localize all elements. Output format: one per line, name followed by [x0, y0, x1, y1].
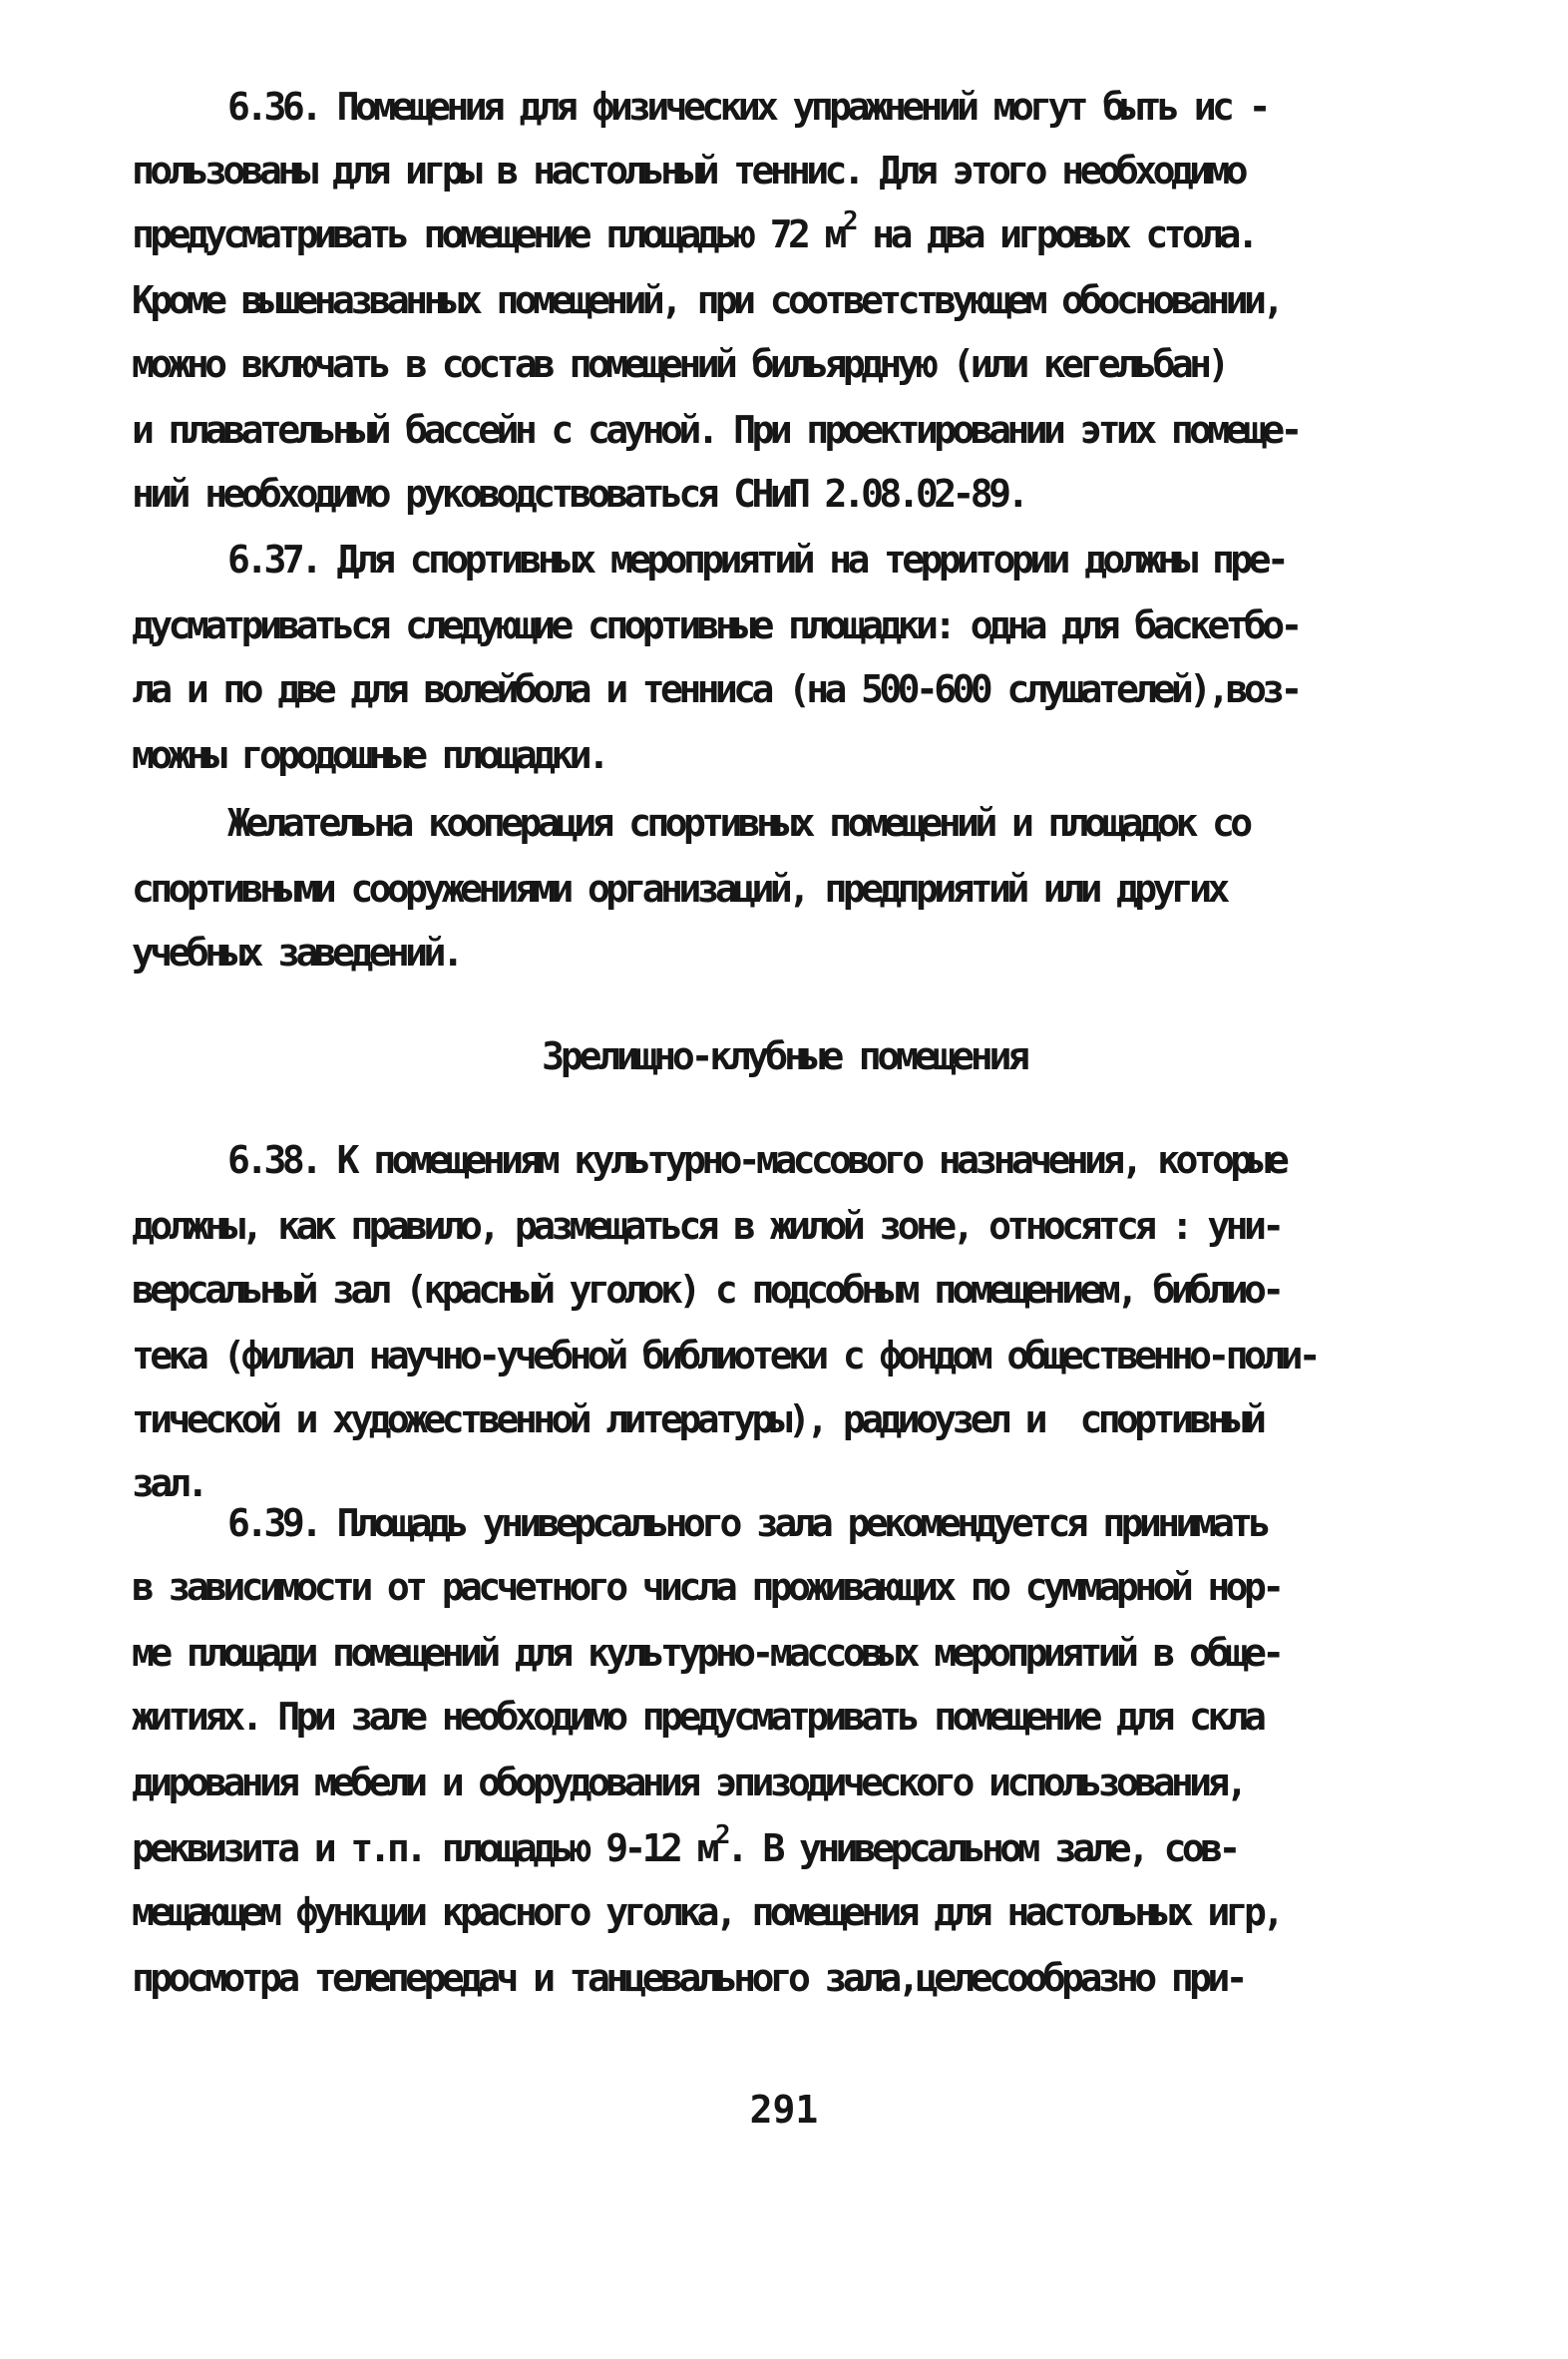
text-line: тической и художественной литературы), радиоузел и спортивный	[132, 1397, 1263, 1441]
text-line: можно включать в состав помещений бильярдную (или кегельбан)	[132, 342, 1226, 386]
text-line: спортивными сооружениями организаций, предприятий или других	[132, 867, 1226, 911]
text-line	[132, 206, 1256, 256]
text-line: учебных заведений.	[132, 931, 461, 975]
text-line: дирования мебели и оборудования эпизодического использования,	[132, 1761, 1244, 1804]
text-line: ла и по две для волейбола и тенниса (на 500-600 слушателей),воз-	[132, 667, 1299, 711]
text-line: должны, как правило, размещаться в жилой зоне, относятся : уни-	[132, 1204, 1281, 1248]
text-line: 6.39. Площадь универсального зала рекомендуется принимать	[227, 1501, 1267, 1545]
text-segment: на два игровых стола.	[853, 212, 1256, 256]
text-line: можны городошные площадки.	[132, 733, 606, 777]
page-number: 291	[749, 2088, 819, 2132]
section-heading: Зрелищно-клубные помещения	[542, 1034, 1026, 1078]
text-line: житиях. При зале необходимо предусматривать помещение для скла	[132, 1695, 1263, 1739]
text-line: 6.36. Помещения для физических упражнений могут быть ис -	[227, 85, 1267, 129]
text-segment: реквизита и т.п. площадью 9-12 м	[132, 1826, 715, 1870]
text-line	[132, 1820, 1237, 1870]
text-line: и плавательный бассейн с сауной. При проектировании этих помеще-	[132, 408, 1299, 452]
text-line: версальный зал (красный уголок) с подсобным помещением, библио-	[132, 1268, 1281, 1312]
text-line: Кроме вышеназванных помещений, при соответствующем обосновании,	[132, 278, 1281, 322]
text-line: в зависимости от расчетного числа проживающих по суммарной нор-	[132, 1565, 1281, 1609]
text-line: 6.37. Для спортивных мероприятий на территории должны пре-	[227, 538, 1286, 582]
text-line: Желательна кооперация спортивных помещений и площадок со	[227, 801, 1249, 845]
superscript: 2	[714, 1820, 726, 1851]
text-line: зал.	[132, 1461, 205, 1505]
text-segment: . В универсальном зале, сов-	[725, 1826, 1237, 1870]
text-segment: предусматривать помещение площадью 72 м	[132, 212, 843, 256]
text-line: ме площади помещений для культурно-массовых мероприятий в обще-	[132, 1631, 1281, 1675]
superscript: 2	[842, 206, 854, 237]
text-line: мещающем функции красного уголка, помещения для настольных игр,	[132, 1890, 1281, 1934]
text-line: дусматриваться следующие спортивные площадки: одна для баскетбо-	[132, 603, 1299, 647]
text-line: ний необходимо руководствоваться СНиП 2.08.02-89.	[132, 472, 1025, 516]
text-line: пользованы для игры в настольный теннис. Для этого необходимо	[132, 149, 1244, 193]
text-line: тека (филиал научно-учебной библиотеки с фондом общественно-поли-	[132, 1334, 1318, 1377]
text-line: просмотра телепередач и танцевального зала,целесообразно при-	[132, 1956, 1244, 2000]
text-line: 6.38. К помещениям культурно-массового назначения, которые	[227, 1138, 1286, 1182]
